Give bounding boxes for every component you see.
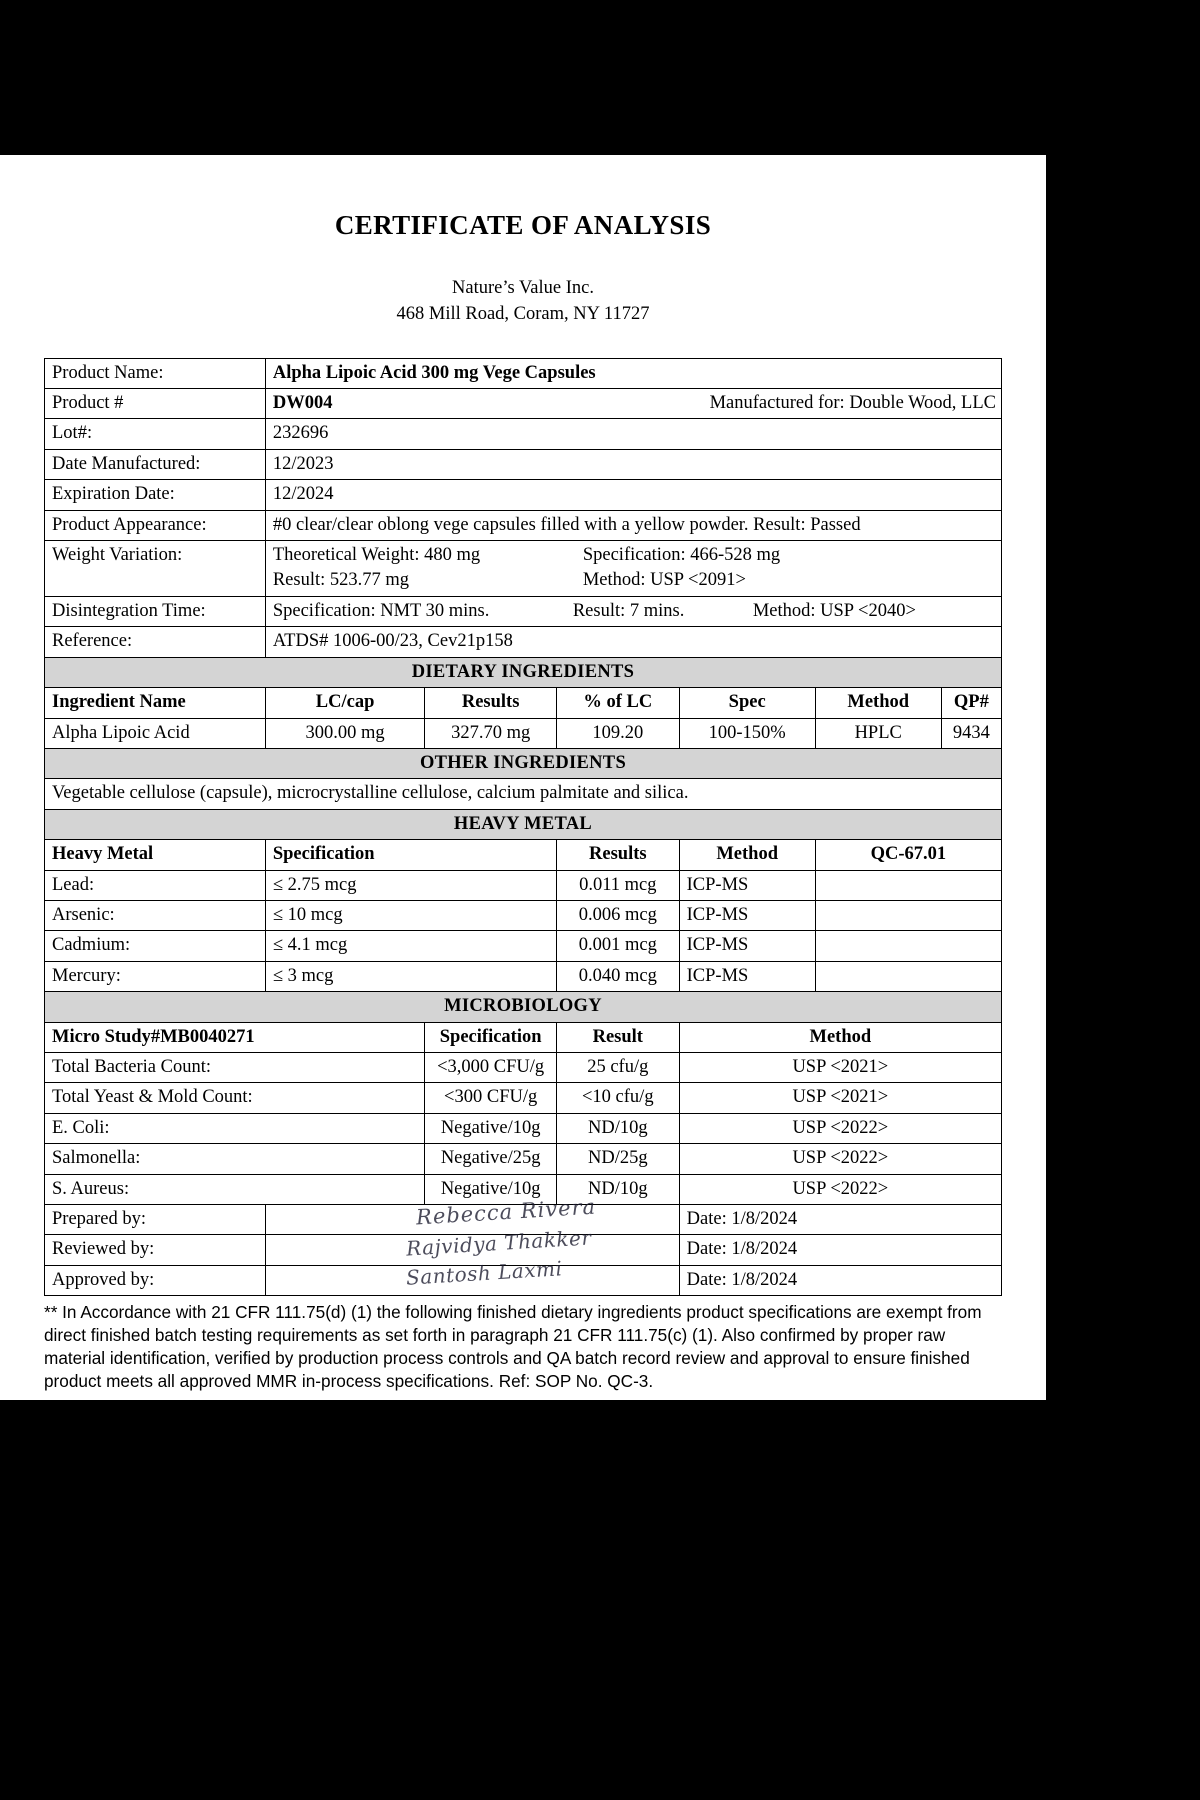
disintegration-result: Result: 7 mins. [572,600,685,621]
heavy-metal-result-1: 0.006 mcg [556,900,679,930]
microbiology-band-label: MICROBIOLOGY [45,992,1002,1022]
company-address: 468 Mill Road, Coram, NY 11727 [396,304,650,325]
table-row-date-manufactured [45,449,1002,479]
date-manufactured-label: Date Manufactured: [45,449,266,479]
band-microbiology [45,992,1002,1022]
dietary-cell-results: 327.70 mg [425,718,557,748]
table-row-heavy-metal [45,900,1002,930]
heavy-metal-blank-2 [815,931,1001,961]
heavy-metal-header-3: Method [679,840,815,870]
band-other-ingredients [45,748,1002,778]
micro-method-2: USP <2022> [679,1113,1001,1143]
heavy-metal-method-1: ICP-MS [679,900,815,930]
heavy-metal-spec-0: ≤ 2.75 mcg [265,870,556,900]
dietary-header-2: Results [425,688,557,718]
micro-result-4: ND/10g [556,1174,679,1204]
reviewed-by-date: Date: 1/8/2024 [679,1235,1001,1265]
dietary-cell-pct: 109.20 [556,718,679,748]
prepared-by-label: Prepared by: [45,1205,266,1235]
table-row-microbiology [45,1144,1002,1174]
heavy-metal-spec-2: ≤ 4.1 mcg [265,931,556,961]
table-row-product-number [45,388,1002,418]
document-page [0,155,1046,1400]
date-manufactured-value: 12/2023 [265,449,1001,479]
expiration-value: 12/2024 [265,480,1001,510]
table-row-weight-variation [45,540,1002,596]
appearance-label: Product Appearance: [45,510,266,540]
dietary-cell-spec: 100-150% [679,718,815,748]
table-row-approved-by [45,1265,1002,1295]
table-row-disintegration [45,596,1002,626]
micro-method-4: USP <2022> [679,1174,1001,1204]
prepared-by-signature-cell [265,1194,679,1235]
heavy-metal-result-3: 0.040 mcg [556,961,679,991]
microbiology-header-0: Micro Study#MB0040271 [45,1022,425,1052]
dietary-cell-qp: 9434 [941,718,1001,748]
band-heavy-metal [45,809,1002,839]
dietary-header-6: QP# [941,688,1001,718]
prepared-by-signature: Rebecca Rivera [415,1194,597,1230]
heavy-metal-name-2: Cadmium: [45,931,266,961]
micro-name-3: Salmonella: [45,1144,425,1174]
weight-variation-label: Weight Variation: [45,540,266,596]
weight-method: Method: USP <2091> [582,569,746,590]
dietary-header-1: LC/cap [265,688,425,718]
table-row-heavy-metal [45,961,1002,991]
product-number-label: Product # [45,388,266,418]
micro-method-3: USP <2022> [679,1144,1001,1174]
heavy-metal-header-row [45,840,1002,870]
reviewed-by-signature-cell [265,1225,679,1265]
reference-label: Reference: [45,627,266,657]
product-name-value: Alpha Lipoic Acid 300 mg Vege Capsules [265,358,1001,388]
heavy-metal-band-label: HEAVY METAL [45,809,1002,839]
dietary-header-row [45,688,1002,718]
dietary-header-4: Spec [679,688,815,718]
heavy-metal-name-3: Mercury: [45,961,266,991]
manufactured-for: Manufactured for: Double Wood, LLC [709,392,996,413]
dietary-cell-lccap: 300.00 mg [265,718,425,748]
micro-spec-0: <3,000 CFU/g [425,1053,557,1083]
dietary-band-label: DIETARY INGREDIENTS [45,657,1002,687]
heavy-metal-spec-3: ≤ 3 mcg [265,961,556,991]
table-row-prepared-by [45,1205,1002,1235]
micro-spec-4: Negative/10g [425,1174,557,1204]
dietary-header-3: % of LC [556,688,679,718]
micro-result-2: ND/10g [556,1113,679,1143]
approved-by-signature: Santosh Laxmi [405,1256,563,1290]
reviewed-by-signature: Rajvidya Thakker [405,1225,592,1262]
micro-method-0: USP <2021> [679,1053,1001,1083]
disintegration-method: Method: USP <2040> [752,600,916,621]
other-ingredients-text: Vegetable cellulose (capsule), microcrystalline cellulose, calcium palmitate and silica. [45,779,1002,809]
dietary-header-5: Method [815,688,941,718]
table-row-heavy-metal [45,870,1002,900]
band-dietary-ingredients [45,657,1002,687]
approved-by-date: Date: 1/8/2024 [679,1265,1001,1295]
heavy-metal-header-1: Specification [265,840,556,870]
micro-result-3: ND/25g [556,1144,679,1174]
dietary-header-0: Ingredient Name [45,688,266,718]
table-row-reviewed-by [45,1235,1002,1265]
table-row-dietary-ingredient [45,718,1002,748]
product-name-label: Product Name: [45,358,266,388]
table-row-appearance [45,510,1002,540]
table-row-heavy-metal [45,931,1002,961]
micro-name-4: S. Aureus: [45,1174,425,1204]
micro-spec-1: <300 CFU/g [425,1083,557,1113]
coa-table [44,358,1002,1297]
lot-value: 232696 [265,419,1001,449]
heavy-metal-blank-3 [815,961,1001,991]
approved-by-signature-cell [265,1256,679,1295]
expiration-label: Expiration Date: [45,480,266,510]
heavy-metal-name-1: Arsenic: [45,900,266,930]
dietary-cell-name: Alpha Lipoic Acid [45,718,266,748]
reference-value: ATDS# 1006-00/23, Cev21p158 [265,627,1001,657]
table-row-other-ingredients [45,779,1002,809]
heavy-metal-header-2: Results [556,840,679,870]
heavy-metal-blank-1 [815,900,1001,930]
heavy-metal-header-4: QC-67.01 [815,840,1001,870]
heavy-metal-method-0: ICP-MS [679,870,815,900]
disintegration-label: Disintegration Time: [45,596,266,626]
company-name: Nature’s Value Inc. [452,278,594,298]
table-row-product-name [45,358,1002,388]
micro-method-1: USP <2021> [679,1083,1001,1113]
heavy-metal-blank-0 [815,870,1001,900]
product-number-cell [265,388,1001,418]
table-row-microbiology [45,1053,1002,1083]
table-row-lot [45,419,1002,449]
microbiology-header-1: Specification [425,1022,557,1052]
heavy-metal-method-3: ICP-MS [679,961,815,991]
table-row-microbiology [45,1113,1002,1143]
weight-result: Result: 523.77 mg [272,569,410,590]
heavy-metal-result-2: 0.001 mcg [556,931,679,961]
table-row-microbiology [45,1083,1002,1113]
approved-by-label: Approved by: [45,1265,266,1295]
heavy-metal-method-2: ICP-MS [679,931,815,961]
micro-name-1: Total Yeast & Mold Count: [45,1083,425,1113]
disintegration-cell [265,596,1001,626]
heavy-metal-result-0: 0.011 mcg [556,870,679,900]
micro-result-1: <10 cfu/g [556,1083,679,1113]
microbiology-header-row [45,1022,1002,1052]
prepared-by-date: Date: 1/8/2024 [679,1205,1001,1235]
appearance-value: #0 clear/clear oblong vege capsules filled with a yellow powder. Result: Passed [265,510,1001,540]
product-number-value: DW004 [272,392,333,413]
heavy-metal-spec-1: ≤ 10 mcg [265,900,556,930]
micro-result-0: 25 cfu/g [556,1053,679,1083]
micro-spec-3: Negative/25g [425,1144,557,1174]
disintegration-spec: Specification: NMT 30 mins. [272,600,490,621]
reviewed-by-label: Reviewed by: [45,1235,266,1265]
lot-label: Lot#: [45,419,266,449]
table-row-expiration [45,480,1002,510]
microbiology-header-2: Result [556,1022,679,1052]
table-row-reference [45,627,1002,657]
page-title: CERTIFICATE OF ANALYSIS [334,210,712,240]
micro-spec-2: Negative/10g [425,1113,557,1143]
micro-name-0: Total Bacteria Count: [45,1053,425,1083]
micro-name-2: E. Coli: [45,1113,425,1143]
weight-theoretical: Theoretical Weight: 480 mg [272,544,481,565]
table-row-microbiology [45,1174,1002,1204]
dietary-cell-method: HPLC [815,718,941,748]
microbiology-header-3: Method [679,1022,1001,1052]
other-ingredients-band-label: OTHER INGREDIENTS [45,748,1002,778]
heavy-metal-name-0: Lead: [45,870,266,900]
weight-variation-cell [265,540,1001,596]
footnote-text: ** In Accordance with 21 CFR 111.75(d) (1) the following finished dietary ingredients product specifications are exempt from direct finished batch testing requirements as set forth in paragraph 21 CFR 111.75(c) (1). Also confirmed by proper raw material identification, verified by production process controls and QA batch record review and approval to ensure finished product meets all approved MMR in-process specifications. Ref: SOP No. QC-3. [44,1302,982,1391]
heavy-metal-header-0: Heavy Metal [45,840,266,870]
weight-spec: Specification: 466-528 mg [582,544,781,565]
